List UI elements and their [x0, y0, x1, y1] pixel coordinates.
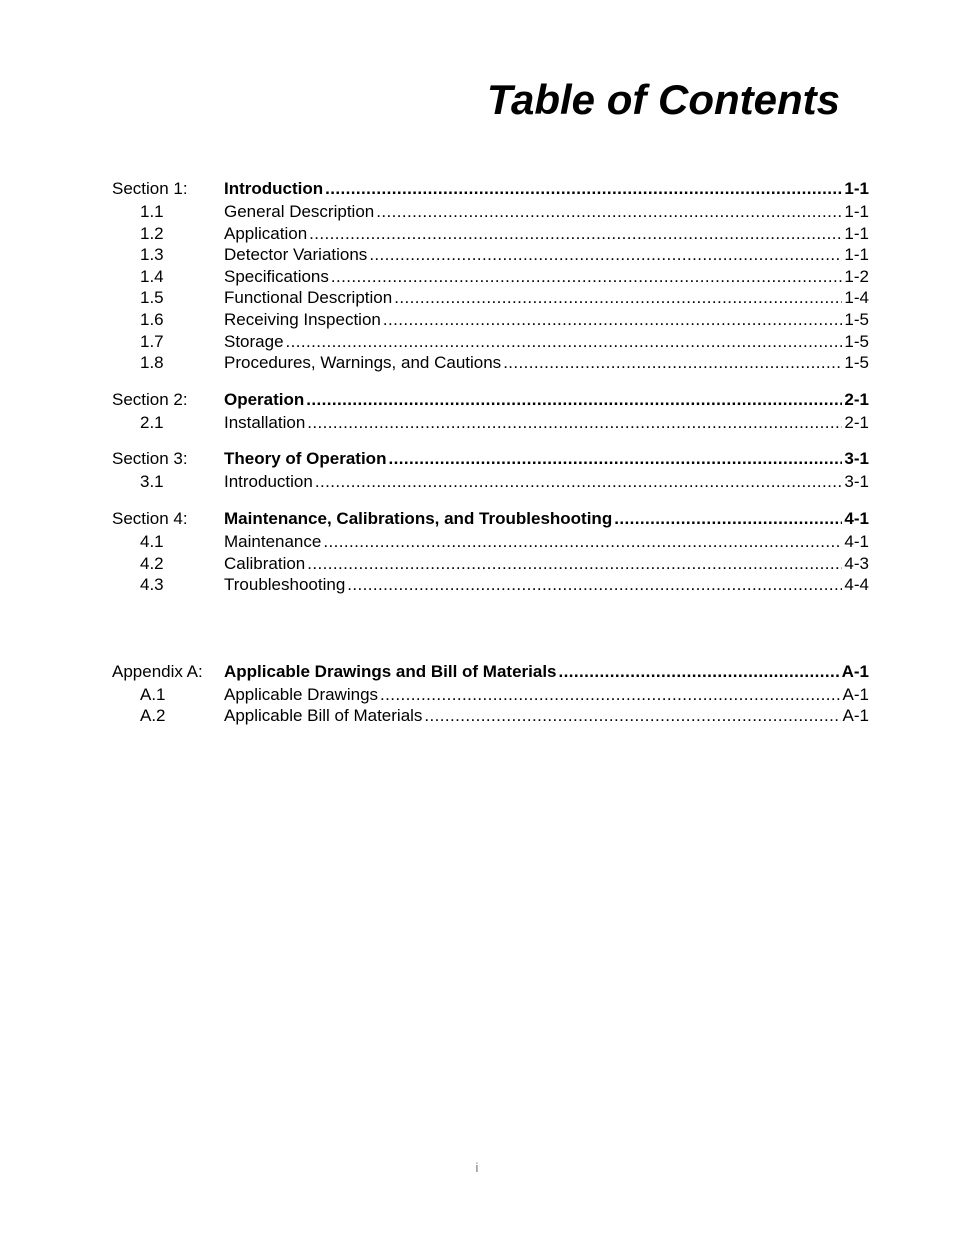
entry-title: Receiving Inspection: [224, 309, 381, 329]
toc-entry[interactable]: [112, 223, 869, 245]
toc-entry[interactable]: [112, 705, 869, 727]
entry-title: Specifications: [224, 266, 329, 286]
toc-entry[interactable]: [112, 574, 869, 596]
page-number: A-1: [842, 706, 869, 726]
toc-entry[interactable]: [112, 553, 869, 575]
page-number: 1-1: [844, 179, 869, 198]
toc-section-4: [112, 507, 869, 596]
page-number: 4-3: [844, 553, 869, 573]
dot-leader: [394, 287, 842, 309]
table-of-contents: [112, 177, 869, 727]
section-title: Introduction: [224, 179, 324, 198]
dot-leader: [614, 507, 842, 531]
toc-section-2: [112, 388, 869, 434]
toc-entry[interactable]: [112, 471, 869, 493]
section-label: Section 2:: [112, 389, 188, 409]
entry-number: 1.8: [140, 353, 164, 373]
entry-title: Applicable Bill of Materials: [224, 706, 423, 726]
entry-title: Troubleshooting: [224, 575, 346, 595]
dot-leader: [307, 412, 842, 434]
entry-number: 1.4: [140, 266, 164, 286]
dot-leader: [424, 705, 840, 727]
toc-section-heading[interactable]: [112, 388, 869, 412]
page-number: 2-1: [844, 412, 869, 432]
page-number: 3-1: [844, 472, 869, 492]
entry-number: 1.3: [140, 245, 164, 265]
entry-title: Installation: [224, 412, 306, 432]
page-title: Table of Contents: [486, 76, 840, 123]
section-title: Applicable Drawings and Bill of Materials: [224, 661, 557, 681]
entry-title: Procedures, Warnings, and Cautions: [224, 353, 502, 373]
dot-leader: [376, 201, 842, 223]
dot-leader: [369, 244, 842, 266]
page-number: 1-1: [844, 245, 869, 265]
page-number: 4-1: [844, 508, 869, 528]
page-number: 1-1: [844, 202, 869, 221]
toc-section-heading[interactable]: [112, 447, 869, 471]
entry-number: 1.5: [140, 288, 164, 308]
toc-entry[interactable]: [112, 309, 869, 331]
dot-leader: [309, 223, 842, 245]
dot-leader: [315, 471, 843, 493]
dot-leader: [559, 660, 840, 684]
toc-entry[interactable]: [112, 201, 869, 223]
page-number: A-1: [841, 661, 869, 681]
page-number: 4-1: [844, 531, 869, 551]
entry-title: Detector Variations: [224, 245, 368, 265]
page-number: 1-5: [844, 353, 869, 373]
section-label: Section 1:: [112, 179, 188, 198]
entry-title: Functional Description: [224, 288, 393, 308]
entry-title: Application: [224, 223, 308, 243]
entry-number: 1.6: [140, 309, 164, 329]
section-label: Appendix A:: [112, 661, 203, 681]
page-number: 2-1: [844, 389, 869, 409]
toc-entry[interactable]: [112, 531, 869, 553]
entry-number: 4.3: [140, 575, 164, 595]
dot-leader: [325, 177, 842, 201]
page-number: 1-2: [844, 266, 869, 286]
toc-entry[interactable]: [112, 266, 869, 288]
entry-number: A.2: [140, 706, 166, 726]
entry-number: 1.7: [140, 331, 164, 351]
page-number: A-1: [842, 684, 869, 704]
toc-entry[interactable]: [112, 331, 869, 353]
toc-entry[interactable]: [112, 287, 869, 309]
entry-title: Calibration: [224, 553, 306, 573]
toc-section-heading[interactable]: [112, 507, 869, 531]
dot-leader: [307, 553, 842, 575]
section-title: Maintenance, Calibrations, and Troubleshooting: [224, 508, 613, 528]
dot-leader: [388, 447, 842, 471]
section-label: Section 4:: [112, 508, 188, 528]
dot-leader: [503, 352, 842, 374]
section-label: Section 3:: [112, 449, 188, 469]
page-number: 1-5: [844, 309, 869, 329]
toc-section-heading[interactable]: [112, 177, 869, 201]
entry-number: A.1: [140, 684, 166, 704]
dot-leader: [347, 574, 842, 596]
entry-number: 4.2: [140, 553, 164, 573]
toc-entry[interactable]: [112, 684, 869, 706]
toc-entry[interactable]: [112, 244, 869, 266]
toc-section-3: [112, 447, 869, 493]
entry-number: 2.1: [140, 412, 164, 432]
toc-section-heading[interactable]: [112, 660, 869, 684]
entry-number: 3.1: [140, 472, 164, 492]
footer-page-number: i: [475, 1160, 479, 1175]
dot-leader: [380, 684, 841, 706]
entry-title: General Description: [224, 202, 375, 221]
toc-section-1: [112, 177, 869, 374]
entry-number: 4.1: [140, 531, 164, 551]
toc-entry[interactable]: [112, 412, 869, 434]
section-title: Theory of Operation: [224, 449, 387, 469]
entry-number: 1.1: [140, 202, 164, 221]
entry-title: Introduction: [224, 472, 313, 492]
entry-number: 1.2: [140, 223, 164, 243]
dot-leader: [306, 388, 842, 412]
section-title: Operation: [224, 389, 305, 409]
dot-leader: [323, 531, 842, 553]
entry-title: Maintenance: [224, 531, 322, 551]
page-number: 1-1: [844, 223, 869, 243]
dot-leader: [331, 266, 843, 288]
page-number: 4-4: [844, 575, 869, 595]
page-number: 1-5: [844, 331, 869, 351]
toc-appendix-a: [112, 660, 869, 727]
toc-entry[interactable]: [112, 352, 869, 374]
dot-leader: [286, 331, 843, 353]
entry-title: Applicable Drawings: [224, 684, 379, 704]
page-number: 3-1: [844, 449, 869, 469]
dot-leader: [383, 309, 843, 331]
page-number: 1-4: [844, 288, 869, 308]
entry-title: Storage: [224, 331, 284, 351]
